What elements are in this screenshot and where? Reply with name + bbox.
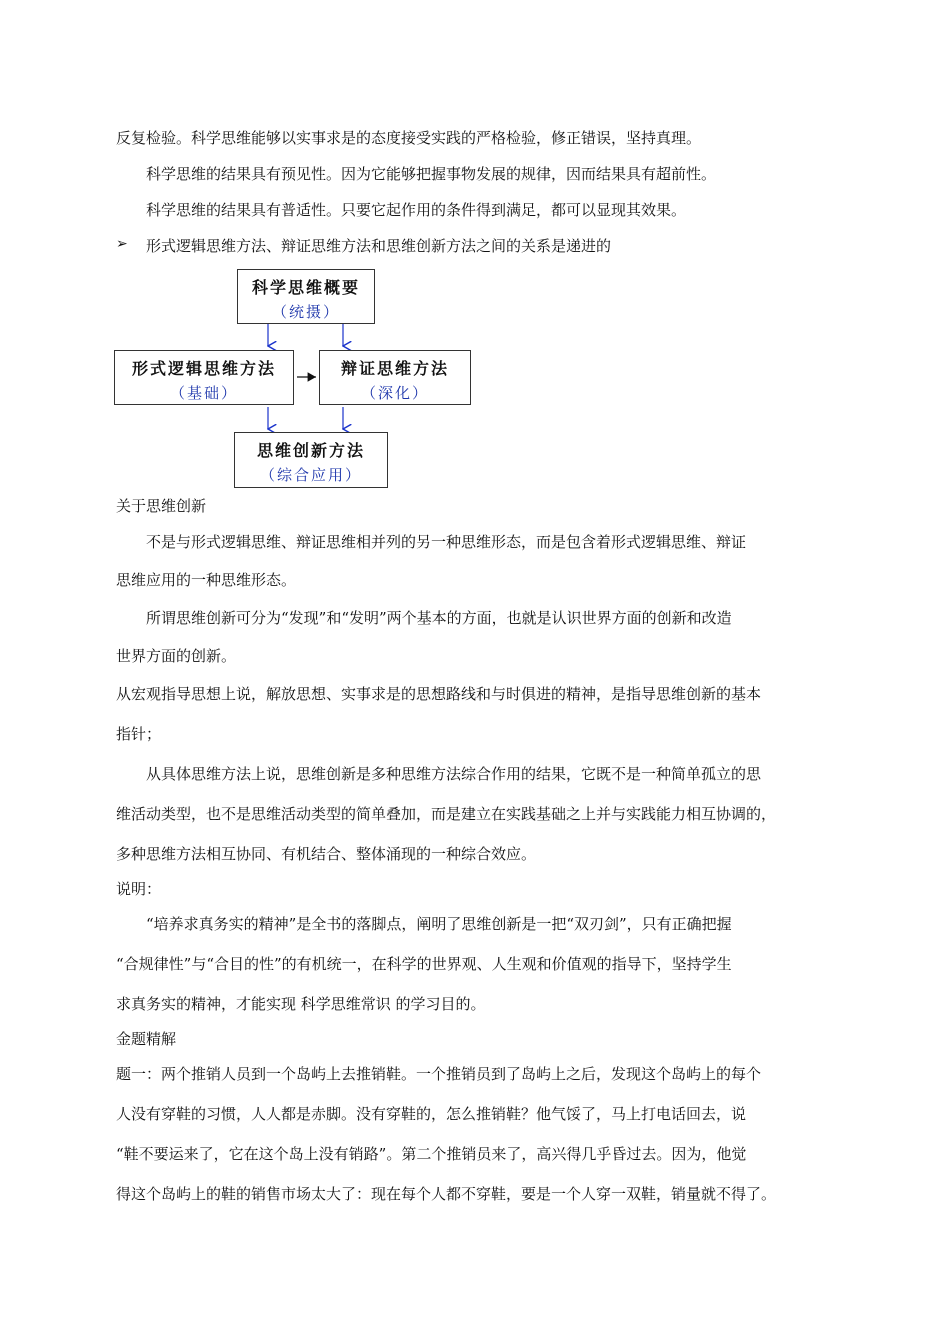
box-title: 思维创新方法 <box>256 441 365 460</box>
paragraph-line: 维活动类型，也不是思维活动类型的简单叠加，而是建立在实践基础之上并与实践能力相互协调的， <box>116 805 777 823</box>
paragraph-line: 人没有穿鞋的习惯，人人都是赤脚。没有穿鞋的，怎么推销鞋？他气馁了，马上打电话回去，说 <box>116 1105 747 1123</box>
box-note: （深化） <box>360 384 429 402</box>
paragraph-line: 科学思维的结果具有普适性。只要它起作用的条件得到满足，都可以显现其效果。 <box>146 201 687 219</box>
paragraph-line: 从宏观指导思想上说，解放思想、实事求是的思想路线和与时俱进的精神，是指导思维创新的基本 <box>116 685 762 703</box>
section-heading: 说明： <box>116 880 162 898</box>
box-title: 形式逻辑思维方法 <box>131 359 276 378</box>
paragraph-line: 不是与形式逻辑思维、辩证思维相并列的另一种思维形态，而是包含着形式逻辑思维、辩证 <box>146 533 747 551</box>
paragraph-line: 反复检验。科学思维能够以实事求是的态度接受实践的严格检验，修正错误，坚持真理。 <box>116 129 702 147</box>
paragraph-line: 题一：两个推销人员到一个岛屿上去推销鞋。一个推销员到了岛屿上之后，发现这个岛屿上的每个 <box>116 1065 762 1083</box>
paragraph-line: 思维应用的一种思维形态。 <box>116 571 297 589</box>
box-title: 辩证思维方法 <box>340 359 449 378</box>
diagram-box-overview <box>237 269 375 324</box>
bullet-arrow-icon: ➢ <box>116 236 128 252</box>
diagram-box-innovation <box>234 432 388 488</box>
paragraph-line: 多种思维方法相互协同、有机结合、整体涌现的一种综合效应。 <box>116 845 537 863</box>
paragraph-line: 形式逻辑思维方法、辩证思维方法和思维创新方法之间的关系是递进的 <box>146 237 612 255</box>
section-heading: 金题精解 <box>116 1030 177 1048</box>
box-note: （基础） <box>169 384 238 402</box>
paragraph-line: 世界方面的创新。 <box>116 647 237 665</box>
box-note: （统摄） <box>271 303 340 321</box>
section-heading: 关于思维创新 <box>116 497 207 515</box>
paragraph-line: 指针； <box>116 725 162 743</box>
diagram-arrows <box>0 0 950 520</box>
paragraph-line: 所谓思维创新可分为“发现”和“发明”两个基本的方面，也就是认识世界方面的创新和改造 <box>146 609 732 627</box>
diagram-box-formal-logic <box>114 350 294 405</box>
paragraph-line: 求真务实的精神，才能实现 科学思维常识 的学习目的。 <box>116 995 486 1013</box>
paragraph-line: 科学思维的结果具有预见性。因为它能够把握事物发展的规律，因而结果具有超前性。 <box>146 165 717 183</box>
paragraph-line: “合规律性”与“合目的性”的有机统一，在科学的世界观、人生观和价值观的指导下，坚持学生 <box>116 955 732 973</box>
paragraph-line: 得这个岛屿上的鞋的销售市场太大了：现在每个人都不穿鞋，要是一个人穿一双鞋，销量就不得了。 <box>116 1185 777 1203</box>
paragraph-line: 从具体思维方法上说，思维创新是多种思维方法综合作用的结果，它既不是一种简单孤立的思 <box>146 765 762 783</box>
box-note: （综合应用） <box>259 466 362 484</box>
paragraph-line: “鞋不要运来了，它在这个岛上没有销路”。第二个推销员来了，高兴得几乎昏过去。因为，他觉 <box>116 1145 747 1163</box>
diagram-box-dialectic <box>319 350 471 405</box>
paragraph-line: “培养求真务实的精神”是全书的落脚点，阐明了思维创新是一把“双刃剑”，只有正确把握 <box>146 915 732 933</box>
box-title: 科学思维概要 <box>251 278 360 297</box>
